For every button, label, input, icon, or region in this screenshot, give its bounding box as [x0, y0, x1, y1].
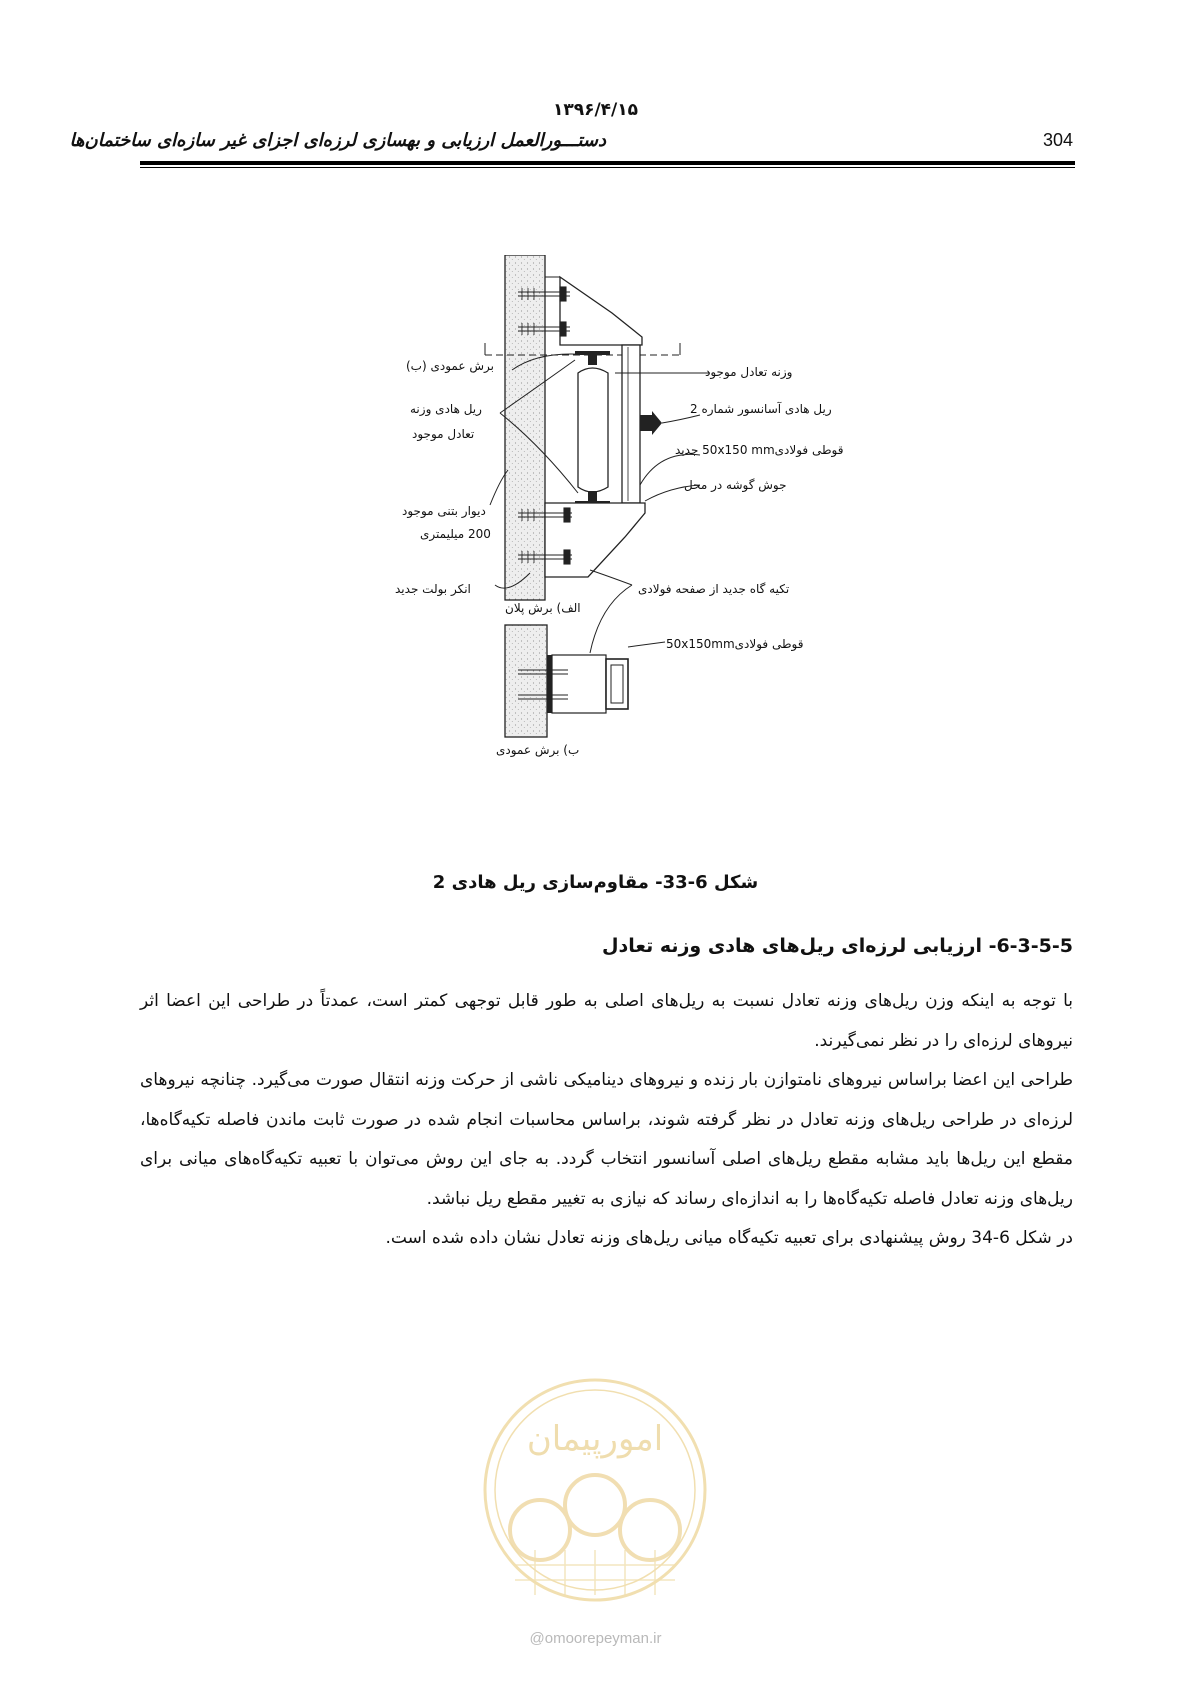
watermark-logo — [475, 1370, 715, 1610]
watermark-site: @omoorepeyman.ir — [529, 1630, 662, 1647]
label-plan-section: الف) برش پلان — [505, 601, 581, 615]
figure-rail-retrofit — [395, 255, 920, 815]
body-text — [140, 982, 1073, 1259]
elevator-rail-2 — [640, 411, 662, 435]
label-new-anchor-bolt: انکر بولت جدید — [395, 582, 471, 596]
concrete-wall-plan — [505, 255, 545, 600]
label-guide-rails-1: ریل هادی وزنه — [410, 402, 482, 416]
label-concrete-wall-1: دیوار بتنی موجود — [402, 504, 486, 518]
lower-bracket — [545, 503, 645, 577]
label-vertical-section-ref: برش عمودی (ب) — [406, 359, 494, 373]
top-guide-rail — [575, 351, 610, 365]
upper-bracket — [560, 277, 642, 345]
paragraph: با توجه به اینکه وزن ریل‌های وزنه تعادل نسبت به ریل‌های اصلی به طور قابل توجهی کمتر است، عمدتاً در طراحی این اعضا اثر نیروهای لرزه‌ای را در نظر نمی‌گیرند. — [140, 991, 1073, 1051]
label-counterweight-existing: وزنه تعادل موجود — [705, 365, 793, 379]
header-date: ۱۳۹۶/۴/۱۵ — [552, 100, 639, 120]
label-guide-rails-2: تعادل موجود — [412, 427, 475, 441]
header-rule-thin — [140, 167, 1075, 168]
label-concrete-wall-2: 200 میلیمتری — [420, 527, 491, 541]
header-rule — [140, 161, 1075, 165]
label-fillet-weld: جوش گوشه در محل — [684, 478, 787, 492]
label-new-plate-support: تکیه گاه جدید از صفحه فولادی — [638, 582, 790, 596]
paragraph: طراحی این اعضا براساس نیروهای نامتوازن بار زنده و نیروهای دینامیکی ناشی از حرکت وزنه انتقال صورت می‌گیرد. چنانچه نیروهای لرزه‌ای در طراحی ریل‌های وزنه تعادل در نظر گرفته شوند، براساس محاسبات انجام شده در صورت ثابت ماندن فاصله تکیه‌گاه‌ها، مقطع این ریل‌ها باید مشابه مقطع ریل‌های اصلی آسانسور انتخاب گردد. به جای این روش می‌توان با تعبیه تکیه‌گاه‌های میانی برای ریل‌های وزنه تعادل فاصله تکیه‌گاه‌ها را به اندازه‌ای رساند که نیازی به تغییر مقطع ریل نباشد. — [140, 1070, 1073, 1209]
concrete-wall-section — [505, 625, 547, 737]
label-elevator-rail-2: ریل هادی آسانسور شماره 2 — [690, 402, 832, 416]
label-vertical-section: ب) برش عمودی — [496, 743, 580, 757]
figure-caption: شکل 6-33- مقاوم‌سازی ریل هادی 2 — [432, 872, 759, 893]
label-new-steel-box: قوطی فولادی50x150 mm جدید — [675, 443, 844, 457]
section-bracket — [552, 655, 606, 713]
section-heading: 6-3-5-5- ارزیابی لرزه‌ای ریل‌های هادی وزنه تعادل — [601, 935, 1073, 957]
counterweight — [578, 368, 608, 492]
section-steel-box — [606, 659, 628, 709]
page-number: 304 — [1043, 130, 1074, 150]
svg-text:امورپیمان: امورپیمان — [526, 1419, 664, 1459]
label-steel-box: قوطی فولادی50x150mm — [666, 637, 804, 651]
paragraph: در شکل 6-34 روش پیشنهادی برای تعبیه تکیه‌گاه میانی ریل‌های وزنه تعادل نشان داده شده است. — [385, 1228, 1073, 1248]
steel-box-column — [622, 345, 640, 503]
header-title: دستـــورالعمل ارزیابی و بهسازی لرزه‌ای اجزای غیر سازه‌ای ساختمان‌ها — [69, 130, 606, 151]
